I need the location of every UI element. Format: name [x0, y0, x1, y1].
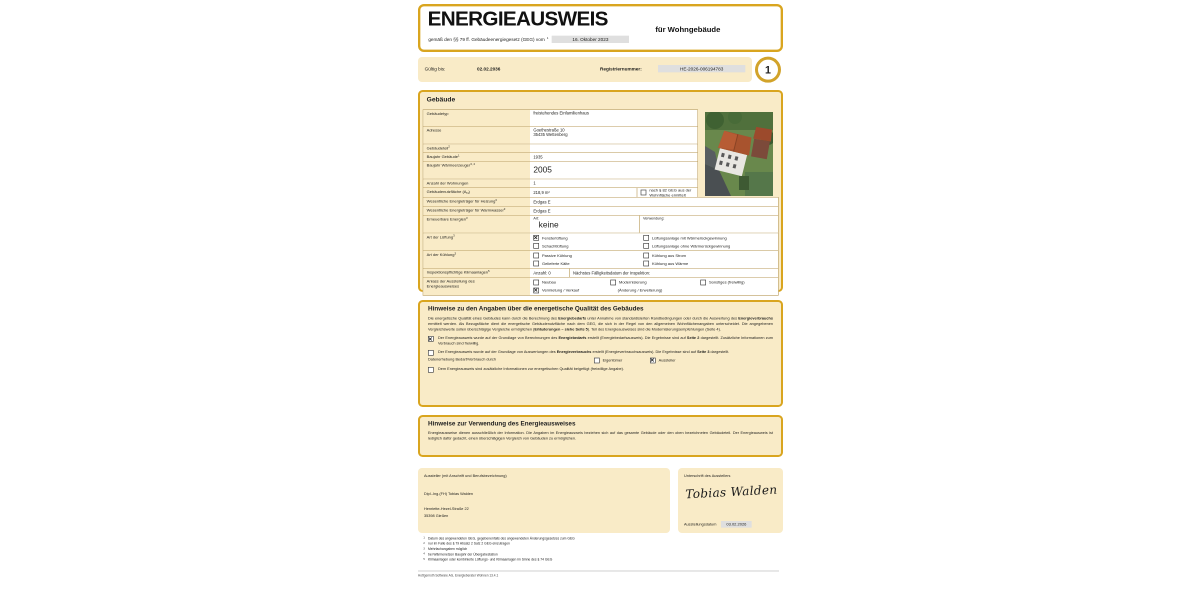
issuer-box	[418, 468, 670, 533]
ventilation-without-hr-checkbox[interactable]	[643, 243, 649, 249]
registry-number-field[interactable]: HE-2026-006194783	[658, 65, 745, 72]
renewables-label: Erneuerbare Energien$^3$	[423, 216, 530, 233]
issue-date-field[interactable]: 03.02.2026	[721, 521, 752, 528]
footnote: 2 nur im Falle des § 79 Absatz 2 Satz 2 GEG einzutragen	[423, 541, 510, 546]
signature-box	[678, 468, 783, 533]
shaft-ventilation-checkbox[interactable]	[533, 243, 539, 249]
table-row	[423, 126, 698, 144]
issue-reason-label: Anlass der Ausstellung des Energieausweises	[423, 278, 530, 295]
building-aerial-photo-image	[705, 112, 773, 196]
footnotes	[423, 536, 776, 563]
heating-carrier-value: Erdgas E	[530, 198, 778, 206]
energieausweis-page-1	[418, 0, 783, 600]
address-label: Adresse	[423, 127, 530, 144]
law-text: gemäß den §§ 79 ff. Gebäudeenergiegesetz (GEG) vom	[428, 36, 545, 42]
apartment-count-label: Anzahl der Wohnungen	[423, 179, 530, 187]
page-number-badge: 1	[755, 57, 781, 83]
modernisation-checkbox[interactable]	[610, 279, 616, 285]
cooling-heat-checkbox[interactable]	[643, 261, 649, 267]
owner-checkbox[interactable]	[594, 358, 600, 364]
year-built-value: 1935	[530, 153, 697, 161]
demand-certificate-option: ✕ Der Energieausweis wurde auf der Grundlage von Berechnungen des Energiebedarfs erstellt (Energiebedarfsausweis). Die Ergebnisse sind auf Seite 2 dargestellt. Zusätzliche Informationen zum Verbrauch sind freiwillig.	[428, 335, 773, 346]
title-suffix: für Wohngebäude	[655, 24, 721, 34]
title-box	[418, 4, 783, 52]
year-built-label: Baujahr Gebäude$^1$	[423, 153, 530, 161]
software-footer: Hottgenroth Software AG, Energieberater Wohnen 13.4.1	[418, 571, 779, 578]
rent-sale-checkbox[interactable]	[533, 287, 539, 293]
consumption-certificate-option: Der Energieausweis wurde auf der Grundlage von Auswertungen des Energieverbrauchs erstellt (Energieverbrauchsausweis). Die Ergebnisse sind auf Seite 3 dargestellt.	[428, 349, 773, 354]
table-row	[423, 197, 779, 207]
ventilation-label: Art der Lüftung$^3$	[423, 233, 530, 250]
other-reason-checkbox[interactable]	[700, 279, 706, 285]
hvac-count: Anzahl: 0	[530, 269, 569, 277]
floor-area-label: Gebäudenutzfläche $(A_N)$	[423, 188, 530, 197]
quality-hints-section	[418, 300, 783, 407]
law-footnote-ref: 1	[546, 36, 549, 40]
table-row	[423, 179, 698, 188]
footnote: 3 Mehrfachangaben möglich	[423, 546, 468, 551]
table-row	[423, 233, 779, 251]
demand-certificate-checkbox[interactable]	[428, 336, 434, 342]
footnote: 1 Datum des angewendeten GEG, gegebenenfalls des angewendeten Änderungsgesetzes zum GEG	[423, 536, 575, 541]
cooling-label: Art der Kühlung$^3$	[423, 251, 530, 268]
consumption-certificate-checkbox[interactable]	[428, 350, 434, 356]
validity-band	[418, 57, 752, 82]
issuer-city: 35398 Gießen	[423, 513, 449, 518]
footnote: 5 Klimaanlagen oder kombinierte Lüftungs- und Klimaanlagen im Sinne des § 74 GEG	[423, 557, 553, 562]
issue-date-label: Ausstellungsdatum	[683, 522, 717, 527]
area-from-living-space-label: nach § 82 GEG aus der Wohnfläche ermittelt	[649, 187, 692, 198]
page-title: ENERGIEAUSWEIS	[427, 7, 608, 31]
table-row	[423, 109, 698, 126]
heating-carrier-label: Wesentliche Energieträger für Heizung$^3$	[423, 198, 530, 206]
delivered-cooling-checkbox[interactable]	[533, 261, 539, 267]
issuer-name: Dipl.-Ing.(FH) Tobias Walden	[423, 491, 473, 496]
hvac-due-date: Nächstes Fälligkeitsdatum der Inspektion:	[569, 269, 778, 277]
building-part-value[interactable]	[530, 144, 697, 152]
cooling-electric-checkbox[interactable]	[643, 253, 649, 259]
area-from-living-space-checkbox[interactable]	[641, 190, 647, 196]
valid-until-label: Gültig bis:	[424, 66, 446, 72]
table-row	[423, 268, 779, 278]
table-row	[423, 144, 698, 153]
ventilation-options: ✕ Fensterlüftung Lüftungsanlage mit Wärmerückgewinnung Schachtlüftung Lüftungsanlage ohne Wärmerückgewinnung	[530, 233, 778, 250]
heat-generator-year-value: 2005	[530, 162, 697, 179]
geg-date-field[interactable]: 16. Oktober 2023	[552, 36, 629, 43]
building-type-value: freistehendes Einfamilienhaus	[530, 110, 697, 126]
renewables-use: Verwendung:	[639, 216, 778, 233]
issuer-street: Henriette-Hezel-Straße 22	[423, 506, 469, 511]
heat-generator-year-label: Baujahr Wärmeerzeuger$^{3, 4}$	[423, 162, 530, 179]
usage-hints-section	[418, 415, 783, 457]
footnote: 4 bei Wärmenetzen Baujahr der Übergabestation	[423, 552, 498, 557]
issue-date-row	[684, 521, 752, 528]
table-row	[423, 250, 779, 268]
passive-cooling-checkbox[interactable]	[533, 253, 539, 259]
issuer-box-title: Aussteller (mit Anschrift und Berufsbezeichnung)	[423, 473, 507, 478]
water-carrier-value: Erdgas E	[530, 207, 778, 215]
signature-box-title: Unterschrift des Ausstellers	[683, 473, 731, 478]
table-row	[423, 277, 779, 296]
table-row	[423, 187, 698, 197]
issuer-checkbox[interactable]	[650, 358, 656, 364]
issue-reason-options: Neubau Modernisierung Sonstiges (freiwillig) ✕ Vermietung / Verkauf (Änderung / Erweiterung)	[530, 278, 778, 295]
table-row	[423, 206, 779, 216]
building-section	[418, 90, 783, 292]
table-row	[423, 152, 698, 161]
quality-hints-title: Hinweise zu den Angaben über die energetische Qualität des Gebäudes	[427, 305, 644, 313]
new-build-checkbox[interactable]	[533, 279, 539, 285]
valid-until-date: 02.02.2036	[476, 66, 501, 72]
law-line	[428, 36, 629, 43]
window-ventilation-checkbox[interactable]	[533, 235, 539, 241]
table-row	[423, 215, 779, 233]
usage-hints-title: Hinweise zur Verwendung des Energieausweises	[427, 420, 576, 428]
renewables-art: Art: keine	[530, 216, 639, 233]
quality-hints-intro: Die energetische Qualität eines Gebäudes kann durch die Berechnung des Energiebedarfs unter Annahme von standardisierten Randbedingungen oder durch die Auswertung des Energieverbrauchs ermittelt werden. Als Bezugsfläche dient die energetische Gebäudenutzfläche nach dem GEG, die sich in der Regel von den allgemeinen Wohnflächenangaben unterscheidet. Die angegebenen Vergleichswerte sollen überschlägige Vergleiche ermöglichen (Erläuterungen – siehe Seite 5). Teil des Energieausweises sind die Modernisierungsempfehlungen (Seite 4).	[427, 316, 773, 332]
water-carrier-label: Wesentliche Energieträger für Warmwasser$^3$	[423, 207, 530, 215]
building-part-label: Gebäudeteil$^2$	[423, 144, 530, 152]
cooling-options: Passive Kühlung Kühlung aus Strom Gelieferte Kälte Kühlung aus Wärme	[530, 251, 778, 268]
renewables-art-value[interactable]: keine	[538, 219, 559, 230]
usage-hints-text: Energieausweise dienen ausschließlich der Information. Die Angaben im Energieausweis beziehen sich auf das gesamte Gebäude oder den oben bezeichneten Gebäudeteil. Der Energieausweis ist lediglich dafür gedacht, einen überschlägigen Vergleich von Gebäuden zu ermöglichen.	[427, 430, 773, 441]
floor-area-method	[637, 188, 698, 197]
issuer-signature: Tobias Walden	[685, 482, 778, 502]
data-collection-label: Datenerhebung Bedarf/Verbrauch durch	[427, 357, 496, 362]
apartment-count-value: 1	[530, 179, 697, 187]
building-type-label: Gebäudetyp	[423, 110, 530, 126]
floor-area-value: 218,9 m²	[530, 188, 637, 197]
hvac-inspection-label: Inspektionspflichtige Klimaanlagen$^5$	[423, 269, 530, 277]
ventilation-with-hr-checkbox[interactable]	[643, 235, 649, 241]
address-value: Goethestraße 10 35435 Wettenberg	[530, 127, 697, 144]
extra-info-checkbox[interactable]	[428, 367, 434, 373]
extra-info-option: Dem Energieausweis sind zusätzliche Informationen zur energetischen Qualität beigefügt (freiwillige Angabe).	[428, 366, 773, 371]
table-row	[423, 161, 698, 179]
data-collection-row: Datenerhebung Bedarf/Verbrauch durch Eigentümer ✕ Aussteller	[428, 358, 773, 365]
registry-label: Registriernummer:	[599, 66, 642, 72]
building-section-title: Gebäude	[426, 95, 456, 104]
